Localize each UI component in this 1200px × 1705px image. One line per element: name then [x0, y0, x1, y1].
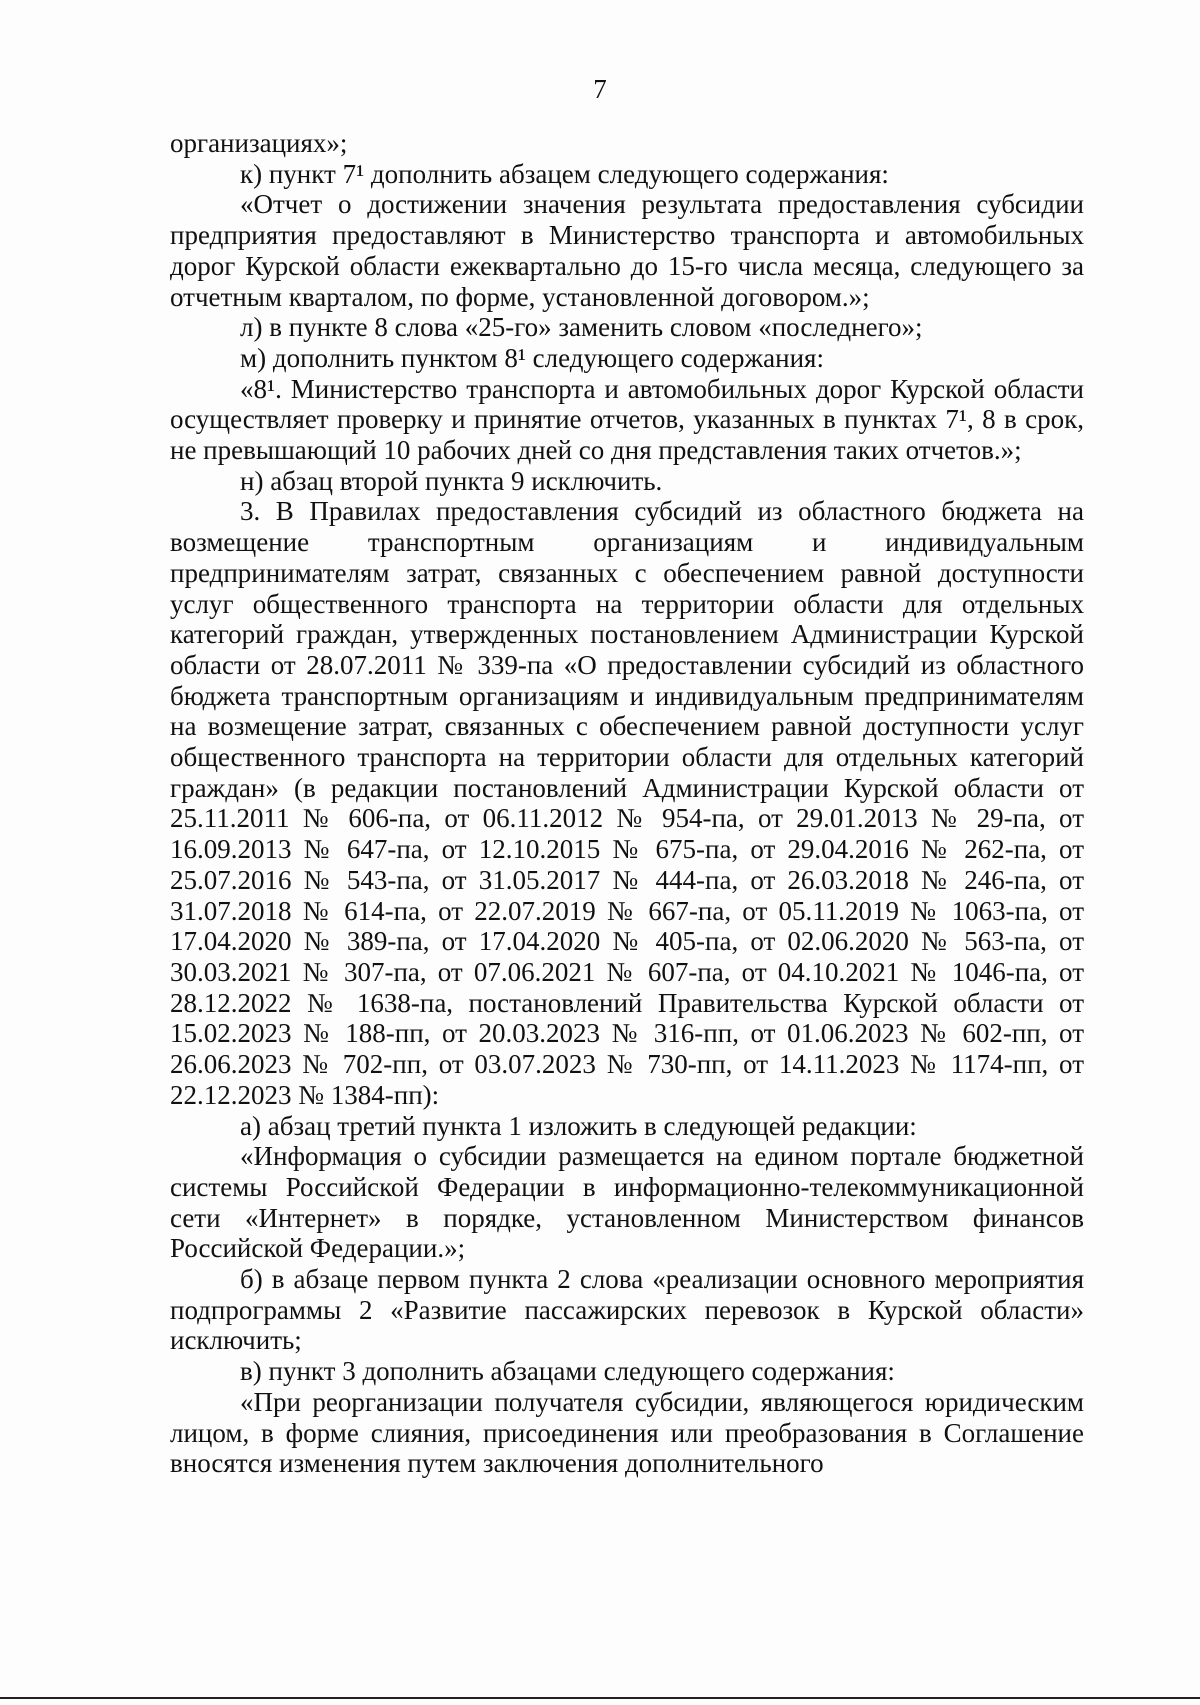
paragraph-quote-report: «Отчет о достижении значения результата предоставления субсидии предприятия предоставляют в Министерство транспорта и автомобильных дорог Курской области ежеквартально до 15-го числа месяца, следующего за отчетным кварталом, по форме, установленной договором.»; — [170, 189, 1084, 312]
paragraph-item-l: л) в пункте 8 слова «25-го» заменить словом «последнего»; — [240, 312, 923, 343]
paragraph-item-b: б) в абзаце первом пункта 2 слова «реализации основного мероприятия подпрограммы 2 «Развитие пассажирских перевозок в Курской области» исключить; — [170, 1264, 1084, 1356]
paragraph-item-k: к) пункт 7¹ дополнить абзацем следующего содержания: — [240, 158, 889, 189]
bottom-edge-line — [0, 1697, 1200, 1699]
paragraph-item-m: м) дополнить пунктом 8¹ следующего содержания: — [240, 342, 824, 373]
paragraph-item-a: а) абзац третий пункта 1 изложить в следующей редакции: — [240, 1110, 917, 1141]
paragraph-item-n: н) абзац второй пункта 9 исключить. — [240, 465, 663, 496]
paragraph-continuation: организациях»; — [170, 128, 348, 158]
paragraph-item-v: в) пункт 3 дополнить абзацами следующего содержания: — [240, 1356, 895, 1387]
paragraph-quote-info: «Информация о субсидии размещается на едином портале бюджетной системы Российской Федерации в информационно-телекоммуникационной сети «Интернет» в порядке, установленном Министерством финансов Российской Федерации.»; — [170, 1141, 1084, 1264]
page-number: 7 — [593, 74, 607, 104]
document-body — [170, 128, 1084, 1479]
paragraph-section-3: 3. В Правилах предоставления субсидий из областного бюджета на возмещение транспортным организациям и индивидуальным предпринимателям затрат, связанных с обеспечением равной доступности услуг общественного транспорта на территории области для отдельных категорий граждан, утвержденных постановлением Администрации Курской области от 28.07.2011 № 339-па «О предоставлении субсидий из областного бюджета транспортным организациям и индивидуальным предпринимателям на возмещение затрат, связанных с обеспечением равной доступности услуг общественного транспорта на территории области для отдельных категорий граждан» (в редакции постановлений Администрации Курской области от 25.11.2011 № 606-па, от 06.11.2012 № 954-па, от 29.01.2013 № 29-па, от 16.09.2013 № 647-па, от 12.10.2015 № 675-па, от 29.04.2016 № 262-па, от 25.07.2016 № 543-па, от 31.05.2017 № 444-па, от 26.03.2018 № 246-па, от 31.07.2018 № 614-па, от 22.07.2019 № 667-па, от 05.11.2019 № 1063-па, от 17.04.2020 № 389-па, от 17.04.2020 № 405-па, от 02.06.2020 № 563-па, от 30.03.2021 № 307-па, от 07.06.2021 № 607-па, от 04.10.2021 № 1046-па, от 28.12.2022 № 1638-па, постановлений Правительства Курской области от 15.02.2023 № 188-пп, от 20.03.2023 № 316-пп, от 01.06.2023 № 602-пп, от 26.06.2023 № 702-пп, от 03.07.2023 № 730-пп, от 14.11.2023 № 1174-пп, от 22.12.2023 № 1384-пп): — [170, 496, 1084, 1110]
paragraph-quote-8-1: «8¹. Министерство транспорта и автомобильных дорог Курской области осуществляет проверку и принятие отчетов, указанных в пунктах 7¹, 8 в срок, не превышающий 10 рабочих дней со дня представления таких отчетов.»; — [170, 373, 1084, 466]
paragraph-quote-reorg: «При реорганизации получателя субсидии, являющегося юридическим лицом, в форме слияния, присоединения или преобразования в Соглашение вносятся изменения путем заключения дополнительного — [170, 1386, 1084, 1479]
